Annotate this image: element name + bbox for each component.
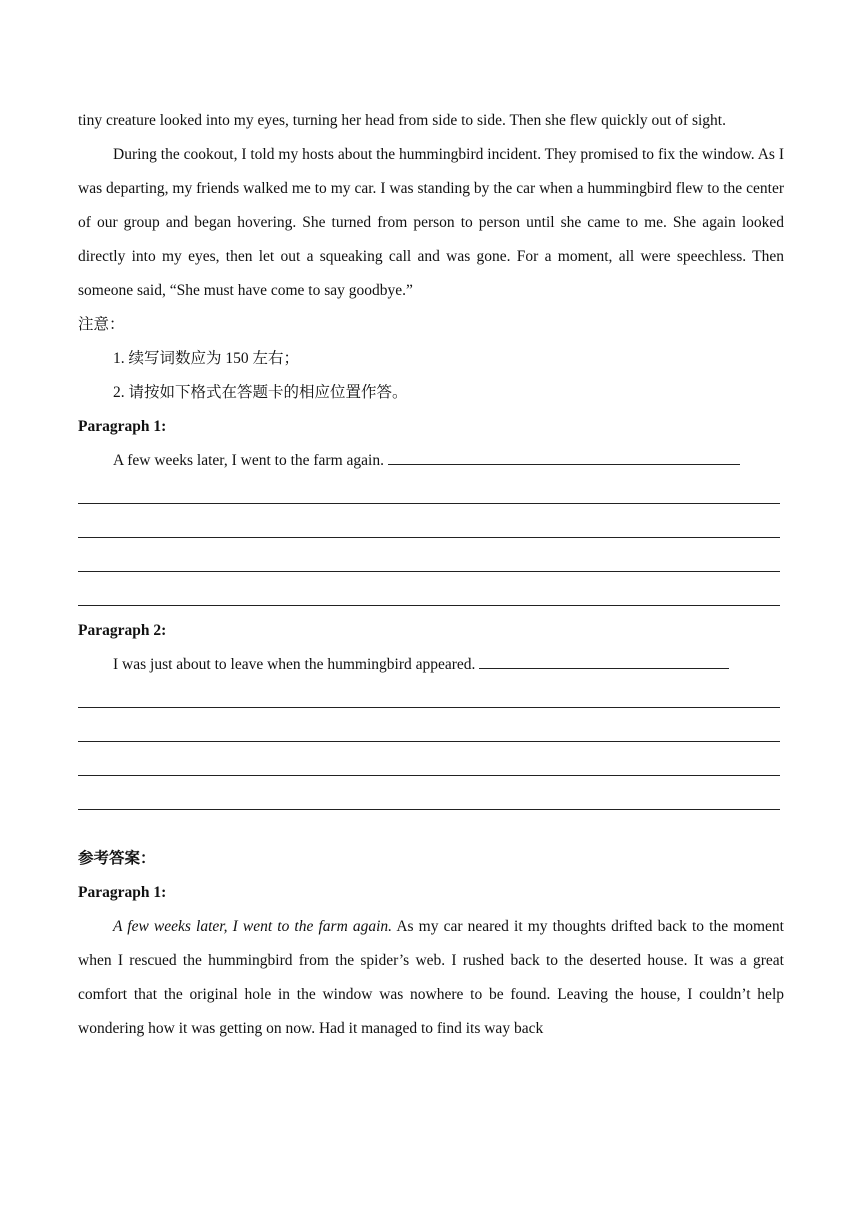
section-spacer xyxy=(78,818,784,842)
answer-paragraph xyxy=(78,910,784,1046)
writing-line[interactable] xyxy=(78,682,784,716)
paragraph1-heading: Paragraph 1: xyxy=(78,418,167,435)
note-item-1: 1. 续写词数应为 150 左右； xyxy=(113,350,300,367)
note-item-2: 2. 请按如下格式在答题卡的相应位置作答。 xyxy=(113,384,408,401)
answer-opening: A few weeks later, I went to the farm again. xyxy=(113,918,393,935)
writing-line[interactable] xyxy=(78,750,784,784)
paragraph2-opening: I was just about to leave when the hummingbird appeared. xyxy=(113,656,476,673)
writing-line[interactable] xyxy=(78,580,784,614)
document-page xyxy=(78,104,784,1046)
passage-paragraph-end: tiny creature looked into my eyes, turning her head from side to side. Then she flew quickly out of sight. xyxy=(78,112,726,129)
answer-paragraph-heading: Paragraph 1: xyxy=(78,884,167,901)
paragraph2-opening-line xyxy=(78,648,784,682)
writing-line[interactable] xyxy=(78,546,784,580)
answer-body: As my car neared it my thoughts drifted back to the moment when I rescued the hummingbird from the spider’s web. I rushed back to the deserted house. It was a great comfort that the original hole in the window was nowhere to be found. Leaving the house, I couldn’t help wondering how it was getting on now. Had it managed to find its way back xyxy=(78,918,784,1037)
writing-blank-inline[interactable] xyxy=(388,463,740,465)
writing-line[interactable] xyxy=(78,478,784,512)
passage-paragraph-cookout: During the cookout, I told my hosts about the hummingbird incident. They promised to fix the window. As I was departing, my friends walked me to my car. I was standing by the car when a hummingbird flew to the center of our group and began hovering. She turned from person to person until she came to me. She again looked directly into my eyes, then let out a squeaking call and was gone. For a moment, all were speechless. Then someone said, “She must have come to say goodbye.” xyxy=(78,146,784,299)
notes-label: 注意： xyxy=(78,316,125,333)
answer-heading: 参考答案： xyxy=(78,850,156,867)
writing-line[interactable] xyxy=(78,512,784,546)
paragraph1-opening-line xyxy=(78,444,784,478)
paragraph1-opening: A few weeks later, I went to the farm again. xyxy=(113,452,384,469)
paragraph2-heading: Paragraph 2: xyxy=(78,622,167,639)
writing-blank-inline[interactable] xyxy=(479,667,729,669)
writing-line[interactable] xyxy=(78,784,784,818)
writing-line[interactable] xyxy=(78,716,784,750)
